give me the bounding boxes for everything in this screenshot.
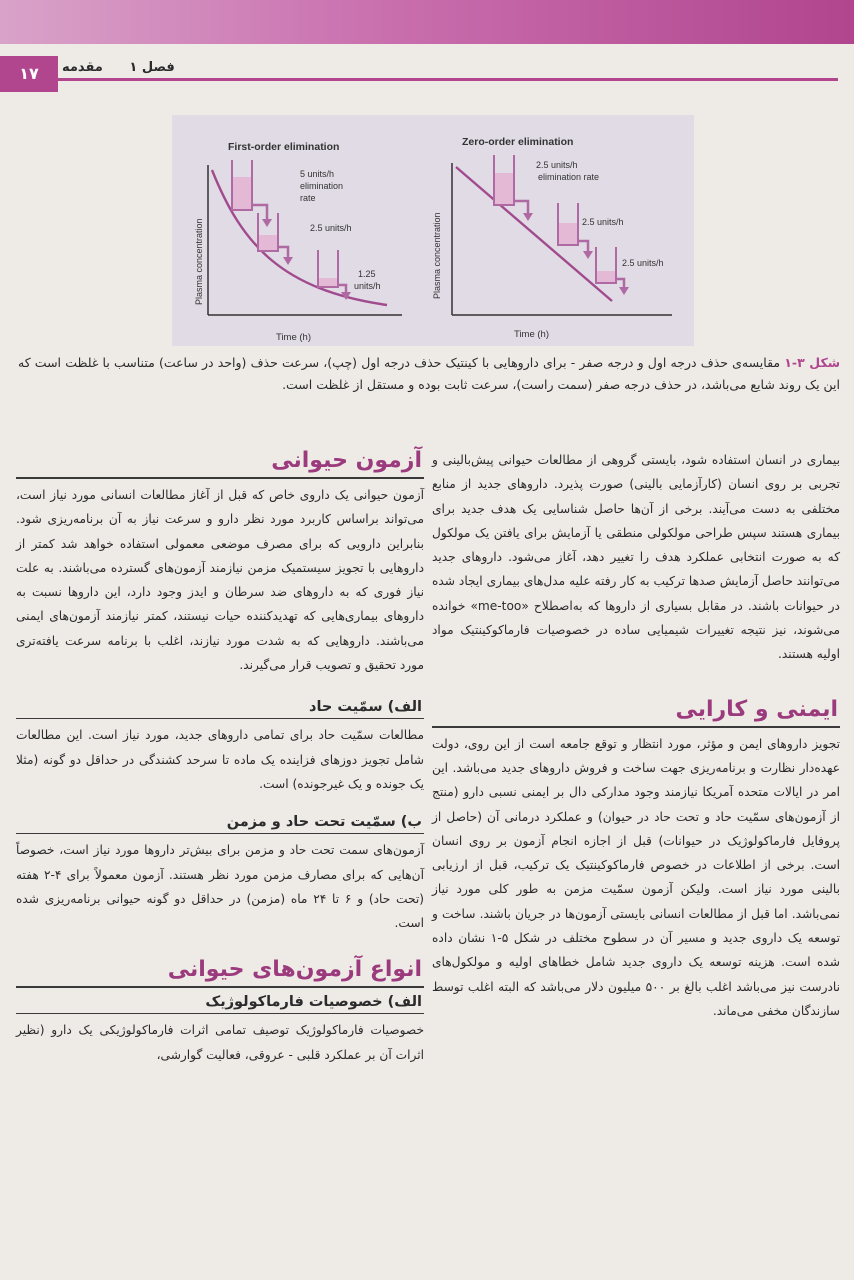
left-annot-1: 5 units/h [300, 169, 335, 179]
left-annot-4: 2.5 units/h [310, 223, 352, 233]
arrow-2-icon [283, 257, 293, 265]
animal-test-types-heading: انواع آزمون‌های حیوانی [16, 957, 424, 988]
right-annot-2: elimination rate [538, 172, 600, 182]
pharmacology-heading: الف) خصوصیات فارماکولوژیک [16, 994, 424, 1014]
beaker-6-fill [597, 271, 615, 282]
running-header [62, 60, 175, 75]
left-panel-xlabel: Time (h) [276, 332, 312, 343]
safety-heading: ایمنی و کارایی [432, 697, 840, 728]
beaker-1-fill [233, 177, 251, 209]
top-color-band [0, 0, 854, 44]
left-annot-3: rate [300, 193, 316, 203]
page-number: ۱۷ [0, 56, 58, 92]
right-panel-ylabel: Plasma concentration [432, 212, 442, 299]
elimination-figure-svg [172, 115, 694, 346]
arrow-5-icon [583, 251, 593, 259]
left-panel-ylabel: Plasma concentration [194, 218, 204, 305]
right-panel-title: Zero-order elimination [462, 136, 574, 148]
beaker-4-fill [495, 173, 513, 204]
figure-caption [18, 352, 840, 396]
chapter-number: فصل ۱ [129, 60, 175, 75]
acute-toxicity-heading: الف) سمّیت حاد [16, 699, 424, 719]
arrow-6-icon [619, 287, 629, 295]
left-annot-2: elimination [300, 181, 344, 191]
zero-order-line [456, 167, 612, 301]
safety-paragraph: تجویز داروهای ایمن و مؤثر، مورد انتظار و توقع جامعه است از این روی، دولت عهده‌دار نظارت و برنامه‌ریزی جهت ساخت و فروش داروهای جدید می‌باشد. این امر در ایالات متحده آمریکا نیازمند وجود مدارکی دال بر ایمنی نسبی دارو (منتج از آزمون‌های سمّیت حاد و تحت حاد در حیوان) و عملکرد درمانی آن (حاصل از پروفایل فارماکولوژیک در حیوانات) قبل از اجازه انجام آزمون بر روی انسان است. برخی از اطلاعات در خصوص فارماکوکینتیک یک ترکیب، قبل از ارزیابی بالینی مورد نیاز است. ولیکن آزمون سمّیت مزمن به طور کلی مورد نیاز نمی‌باشد. اما قبل از مطالعات انسانی بایستی آزمون‌ها در جریان باشند. ساخت و توسعه یک داروی جدید و مسیر آن در سطوح مختلف در شکل ۵-۱ نشان داده شده است. هزینه توسعه یک داروی جدید شامل خطاهای اولیه و مولکول‌های نادرست نیز می‌باشد اغلب بالغ بر ۵۰۰ میلیون دلار می‌باشد که البته اغلب توسط سازندگان مخفی می‌ماند. [432, 736, 840, 1018]
left-annot-6: units/h [354, 281, 381, 291]
animal-testing-paragraph: آزمون حیوانی یک داروی خاص که قبل از آغاز مطالعات انسانی مورد نیاز است، می‌تواند براساس کاربرد مورد نظر دارو و سرعت نیاز به آن برنامه‌ریزی شود. بنابراین دارویی که برای مصرف موضعی معمولی استفاده خواهد شد کمتر از داروهایی با تجویز سیستمیک مزمن نیازمند آزمون‌های گسترده می‌باشند. به علت نیاز فوری که به داروهای ضد سرطان و ایدز وجود دارد، این داروها نسبت به داروهای بیماری‌هایی که تهدیدکننده حیات نیستند، کمتر نیازمند آزمون‌های ایمنی می‌باشند. داروهایی که به شدت مورد نیازند، اغلب با برنامه سرعت یافته‌تری مورد تحقیق و تصویب قرار می‌گیرند. [16, 488, 424, 673]
left-annot-5: 1.25 [358, 269, 376, 279]
elimination-figure [172, 115, 694, 346]
right-panel-xlabel: Time (h) [514, 329, 550, 340]
left-panel-title: First-order elimination [228, 141, 340, 153]
subacute-toxicity-heading: ب) سمّیت تحت حاد و مزمن [16, 814, 424, 834]
header-rule [58, 78, 838, 81]
animal-testing-heading: آزمون حیوانی [16, 448, 424, 479]
arrow-4-icon [523, 213, 533, 221]
right-annot-4: 2.5 units/h [622, 258, 664, 268]
beaker-5-fill [559, 223, 577, 244]
right-annot-1: 2.5 units/h [536, 160, 578, 170]
chapter-title: مقدمه [62, 60, 103, 75]
left-column [16, 448, 424, 1067]
beaker-3-fill [319, 278, 337, 286]
arrow-1-icon [262, 219, 272, 227]
caption-text: مقایسه‌ی حذف درجه اول و درجه صفر - برای داروهایی با کینتیک حذف درجه اول (چپ)، سرعت حذف (واحد در ساعت) متناسب با غلظت است که این یک روند شایع می‌باشد، در حذف درجه صفر (سمت راست)، سرعت ثابت بوده و مستقل از غلظت است. [18, 355, 840, 392]
intro-paragraph: بیماری در انسان استفاده شود، بایستی گروهی از مطالعات حیوانی پیش‌بالینی و تجربی بر روی انسان (کارآزمایی بالینی) صورت پذیرد. داروهای جدید از منابع مختلفی به دست می‌آیند. برخی از آن‌ها حاصل شناسایی یک هدف جدید برای بیماری هستند سپس طراحی مولکولی منطقی یا آزمایش برای یافتن یک مولکول که به صورت انتخابی عملکرد هدف را تغییر دهد، آغاز می‌شود. داروهای جدید می‌توانند حاصل آزمایش صدها ترکیب به کار رفته علیه مدل‌های بیماری ایجاد شده در حیوانات باشند. در مقابل بسیاری از داروها که به‌اصطلاح «me-too» خوانده می‌شوند، نیز نتیجه تغییرات شیمیایی ساده در خصوصیات فارماکوکینتیک مواد اولیه هستند. [432, 453, 840, 662]
pharmacology-paragraph: خصوصیات فارماکولوژیک توصیف تمامی اثرات فارماکولوژیکی یک دارو (نظیر اثرات آن بر عملکرد قلبی - عروقی، فعالیت گوارشی، [16, 1023, 424, 1062]
right-annot-3: 2.5 units/h [582, 217, 624, 227]
caption-label: شکل ۳-۱ [784, 355, 841, 370]
beaker-2-fill [259, 235, 277, 250]
right-column [432, 448, 840, 1023]
acute-toxicity-paragraph: مطالعات سمّیت حاد برای تمامی داروهای جدید، مورد نیاز است. این مطالعات شامل تجویز دوزهای فزاینده یک ماده تا سرحد کشندگی در حداقل دو گونه (مثلا یک جونده و یک غیرجونده) است. [16, 728, 424, 791]
subacute-toxicity-paragraph: آزمون‌های سمت تحت حاد و مزمن برای بیش‌تر داروها مورد نیاز است، خصوصاً آن‌هایی که برای مصارف مزمن مورد نظر هستند. آزمون معمولاً برای ۴-۲ هفته (تحت حاد) و ۶ تا ۲۴ ماه (مزمن) در حداقل دو گونه حیوانی برنامه‌ریزی شده است. [16, 843, 425, 931]
